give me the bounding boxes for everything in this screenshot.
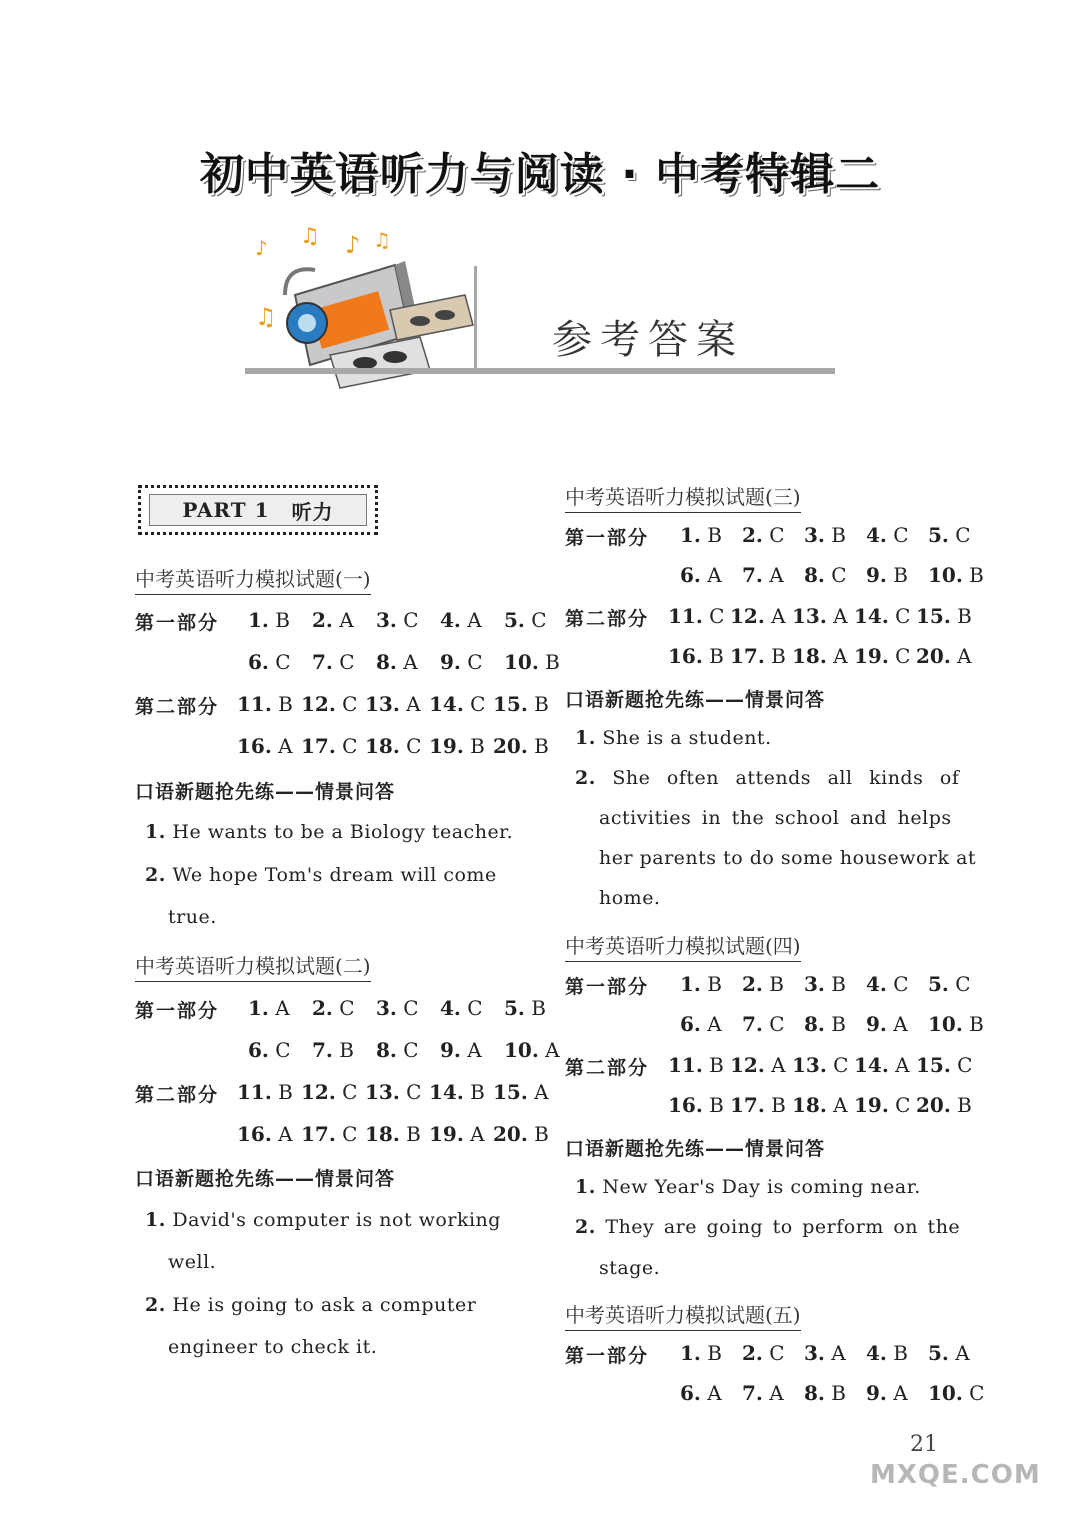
oral-answer-cont: engineer to check it. bbox=[168, 1336, 378, 1358]
part-heading-box bbox=[138, 485, 378, 535]
oral-answer: 2. She often attends all kinds of bbox=[575, 767, 960, 789]
oral-answer-cont: stage. bbox=[599, 1257, 661, 1279]
answer-row bbox=[135, 1080, 219, 1107]
answer-row: 1. B 2. C 3. B 4. C 5. C bbox=[680, 523, 971, 547]
svg-text:♫: ♫ bbox=[373, 228, 391, 252]
section-title: 中考英语听力模拟试题(四) bbox=[565, 930, 801, 962]
oral-answer: 2. He is going to ask a computer bbox=[145, 1294, 477, 1316]
answer-row: 16. B 17. B 18. A 19. C 20. B bbox=[668, 1093, 972, 1117]
answer-row: 11. C 12. A 13. A 14. C 15. B bbox=[668, 604, 972, 628]
banner-title: 参考答案 bbox=[552, 317, 744, 363]
cassette-radio-illustration bbox=[245, 225, 475, 390]
part-label: 第二部分 bbox=[565, 608, 650, 630]
answer-row bbox=[565, 604, 649, 631]
oral-answer-cont: home. bbox=[599, 887, 661, 909]
answer-row: 16. B 17. B 18. A 19. C 20. A bbox=[668, 644, 972, 668]
banner-divider bbox=[474, 266, 477, 370]
oral-heading: 口语新题抢先练——情景问答 bbox=[565, 1138, 826, 1160]
answer-row: 6. C 7. B 8. C 9. A 10. A bbox=[248, 1038, 560, 1062]
part-label: 第二部分 bbox=[565, 1057, 650, 1079]
oral-answer: 1. David's computer is not working bbox=[145, 1209, 501, 1231]
svg-text:♪: ♪ bbox=[345, 231, 361, 259]
oral-answer: 1. New Year's Day is coming near. bbox=[575, 1176, 921, 1198]
answer-row: 11. B 12. A 13. C 14. A 15. C bbox=[668, 1053, 973, 1077]
banner-underline bbox=[245, 368, 835, 374]
answer-row: 1. A 2. C 3. C 4. C 5. B bbox=[248, 996, 546, 1020]
answer-row bbox=[565, 972, 649, 999]
book-title: 初中英语听力与阅读 · 中考特辑二 bbox=[199, 149, 881, 200]
oral-answer: 1. She is a student. bbox=[575, 727, 772, 749]
svg-text:♫: ♫ bbox=[255, 303, 277, 331]
oral-answer-cont: true. bbox=[168, 906, 217, 928]
answer-row bbox=[135, 996, 219, 1023]
watermark: MXQE.COM bbox=[870, 1460, 1041, 1490]
answer-row bbox=[135, 692, 219, 719]
section-title: 中考英语听力模拟试题(三) bbox=[565, 481, 801, 513]
answer-row: 1. B 2. B 3. B 4. C 5. C bbox=[680, 972, 971, 996]
part-number: PART 1 bbox=[182, 498, 270, 522]
answer-row: 16. A 17. C 18. B 19. A 20. B bbox=[237, 1122, 549, 1146]
svg-text:♪: ♪ bbox=[255, 236, 268, 260]
part-label: 第一部分 bbox=[135, 612, 220, 634]
section-title: 中考英语听力模拟试题(二) bbox=[135, 950, 371, 982]
svg-text:♫: ♫ bbox=[300, 225, 320, 249]
oral-heading: 口语新题抢先练——情景问答 bbox=[565, 689, 826, 711]
answer-row: 11. B 12. C 13. C 14. B 15. A bbox=[237, 1080, 549, 1104]
oral-answer: 2. We hope Tom's dream will come bbox=[145, 864, 497, 886]
answer-row bbox=[135, 608, 219, 635]
section-title: 中考英语听力模拟试题(五) bbox=[565, 1299, 801, 1331]
answer-row: 6. A 7. A 8. B 9. A 10. C bbox=[680, 1381, 985, 1405]
oral-answer-cont: well. bbox=[168, 1251, 217, 1273]
part-label: 第一部分 bbox=[565, 527, 650, 549]
oral-heading: 口语新题抢先练——情景问答 bbox=[135, 781, 396, 803]
answer-row: 16. A 17. C 18. C 19. B 20. B bbox=[237, 734, 549, 758]
oral-answer: 1. He wants to be a Biology teacher. bbox=[145, 821, 514, 843]
answer-row: 11. B 12. C 13. A 14. C 15. B bbox=[237, 692, 549, 716]
answer-row bbox=[565, 1341, 649, 1368]
answer-row: 1. B 2. A 3. C 4. A 5. C bbox=[248, 608, 547, 632]
answer-row: 6. A 7. C 8. B 9. A 10. B bbox=[680, 1012, 984, 1036]
answer-row: 1. B 2. C 3. A 4. B 5. A bbox=[680, 1341, 970, 1365]
part-label: 第二部分 bbox=[135, 1084, 220, 1106]
answer-row bbox=[565, 1053, 649, 1080]
part-label: 第二部分 bbox=[135, 696, 220, 718]
part-name: 听力 bbox=[291, 499, 334, 524]
part-label: 第一部分 bbox=[565, 976, 650, 998]
oral-answer-cont: activities in the school and helps bbox=[599, 807, 952, 829]
oral-heading: 口语新题抢先练——情景问答 bbox=[135, 1168, 396, 1190]
oral-answer-cont: her parents to do some housework at bbox=[599, 847, 977, 869]
section-title: 中考英语听力模拟试题(一) bbox=[135, 563, 371, 595]
answer-row bbox=[565, 523, 649, 550]
oral-answer: 2. They are going to perform on the bbox=[575, 1216, 961, 1238]
part-label: 第一部分 bbox=[565, 1345, 650, 1367]
page-number: 21 bbox=[910, 1432, 938, 1457]
answer-row: 6. C 7. C 8. A 9. C 10. B bbox=[248, 650, 560, 674]
answer-row: 6. A 7. A 8. C 9. B 10. B bbox=[680, 563, 984, 587]
part-label: 第一部分 bbox=[135, 1000, 220, 1022]
